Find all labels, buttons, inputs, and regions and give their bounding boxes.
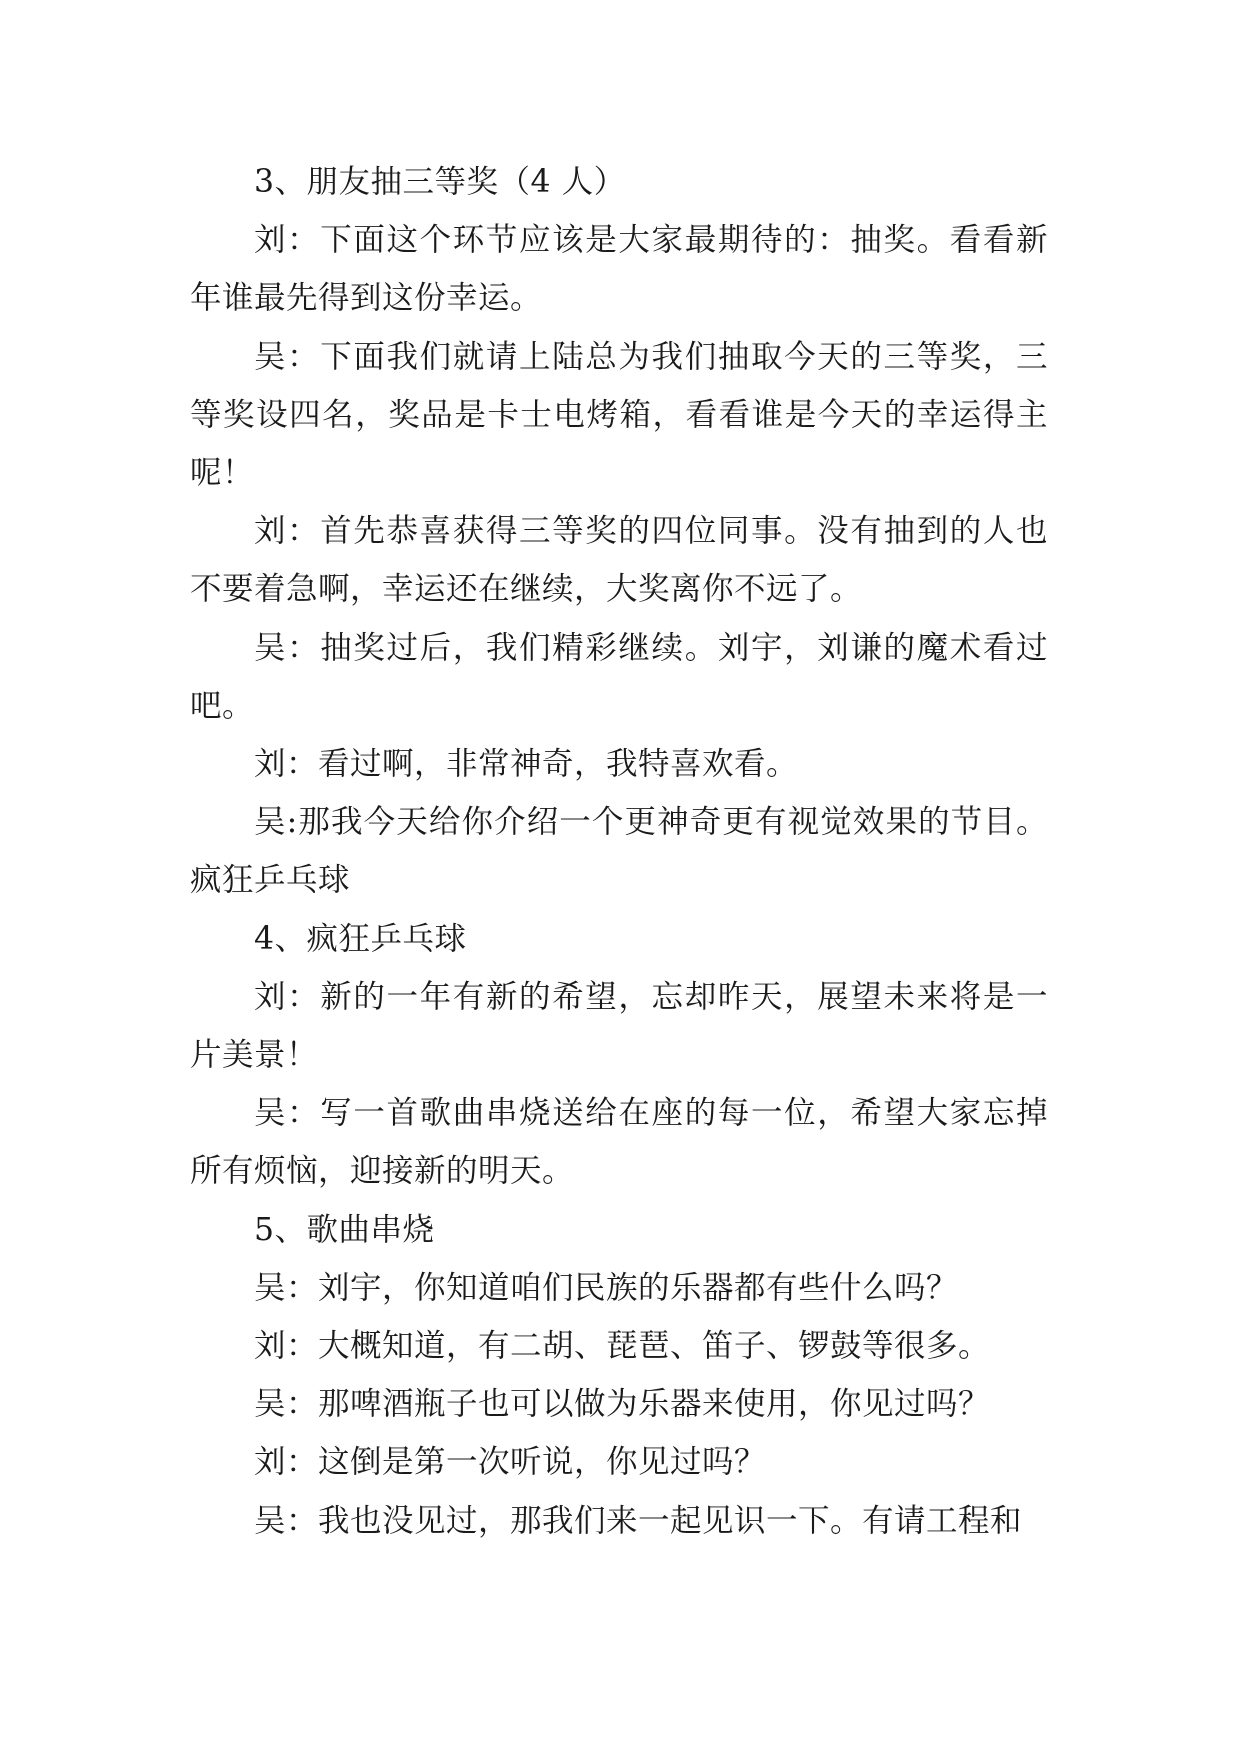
- paragraph-liu-first-time: 刘：这倒是第一次听说，你见过吗？: [254, 1444, 767, 1481]
- paragraph-wu-magic-question: 吴：抽奖过后，我们精彩继续。刘宇，刘谦的魔术看过吧。: [190, 629, 1048, 724]
- paragraph-item-5-heading: 5、歌曲串烧: [254, 1211, 435, 1248]
- paragraph-item-3-heading: 3、朋友抽三等奖（4 人）: [254, 164, 626, 200]
- paragraph-wu-beer-bottles: 吴：那啤酒瓶子也可以做为乐器来使用，你见过吗？: [254, 1386, 991, 1423]
- paragraph-liu-congratulations: 刘：首先恭喜获得三等奖的四位同事。没有抽到的人也不要着急啊，幸运还在继续，大奖离你不远了。: [190, 513, 1048, 608]
- paragraph-wu-instruments-question: 吴：刘宇，你知道咱们民族的乐器都有些什么吗？: [254, 1269, 959, 1306]
- paragraph-wu-song-medley: 吴：写一首歌曲串烧送给在座的每一位，希望大家忘掉所有烦恼，迎接新的明天。: [190, 1095, 1048, 1190]
- document-body: [190, 153, 1048, 1550]
- paragraph-liu-instruments-answer: 刘：大概知道，有二胡、琵琶、笛子、锣鼓等很多。: [254, 1328, 991, 1365]
- paragraph-item-4-heading: 4、疯狂乒乓球: [254, 920, 467, 957]
- paragraph-liu-magic-answer: 刘：看过啊，非常神奇，我特喜欢看。: [254, 746, 799, 783]
- paragraph-wu-introduce-pingpong: 吴:那我今天给你介绍一个更神奇更有视觉效果的节目。疯狂乒乓球: [190, 804, 1048, 899]
- paragraph-liu-lottery-intro: 刘：下面这个环节应该是大家最期待的：抽奖。看看新年谁最先得到这份幸运。: [190, 222, 1048, 317]
- paragraph-wu-third-prize: 吴：下面我们就请上陆总为我们抽取今天的三等奖，三等奖设四名，奖品是卡士电烤箱，看看谁是今天的幸运得主呢！: [190, 338, 1048, 492]
- paragraph-wu-invite: 吴：我也没见过，那我们来一起见识一下。有请工程和: [254, 1502, 1023, 1539]
- paragraph-liu-new-year-hope: 刘：新的一年有新的希望，忘却昨天，展望未来将是一片美景！: [190, 978, 1048, 1074]
